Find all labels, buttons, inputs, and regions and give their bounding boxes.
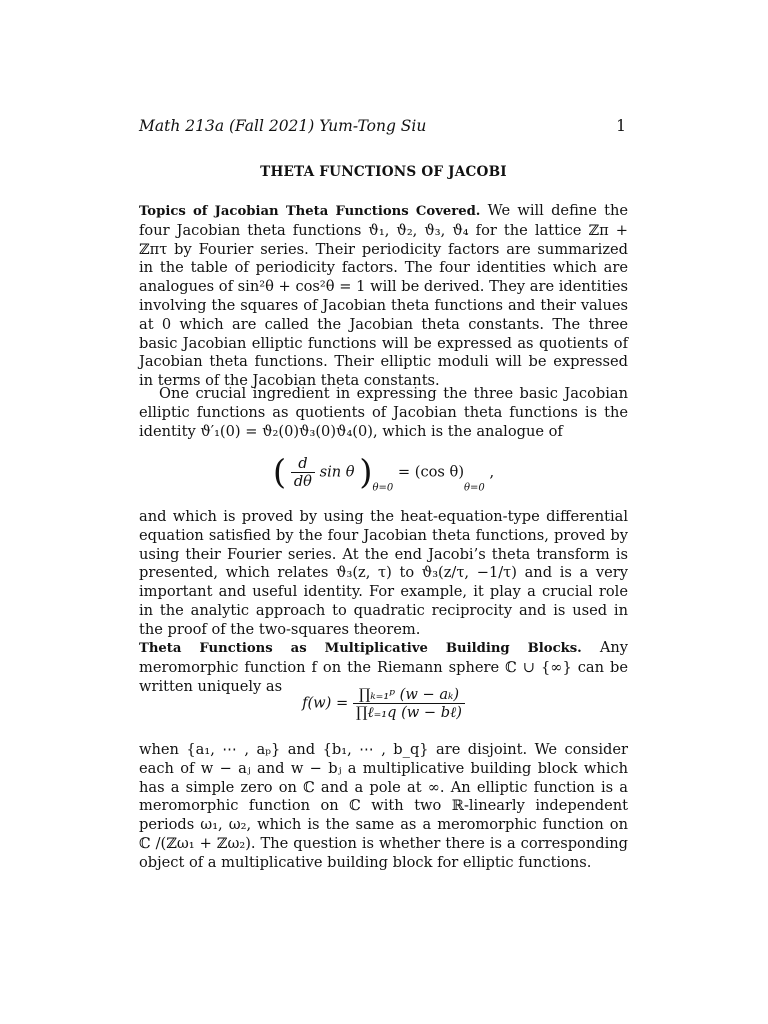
section-heading-topics: Topics of Jacobian Theta Functions Covered. <box>139 204 481 219</box>
page-number: 1 <box>616 117 626 135</box>
equation1-subscript: θ=0 <box>372 482 394 494</box>
header-course: Math 213a (Fall 2021) Yum-Tong Siu <box>139 117 427 135</box>
running-header <box>139 117 628 139</box>
equation-derivative-sin: ( $\frac{d}{d\theta}$ sin θ )$_{\theta=0} = (\cos$ $\theta)_{\theta=0}$ , <box>272 452 495 494</box>
equation-rational-function <box>139 686 628 734</box>
equation1-rhs-subscript: θ=0 <box>464 482 485 494</box>
equation2-lhs: f(w) = <box>302 694 349 712</box>
equation1-function: sin θ <box>319 463 355 481</box>
equation2-denominator: ∏ℓ₌₁q (w − bℓ) <box>355 704 462 721</box>
equation2-numerator: ∏ₖ₌₁ᵖ (w − aₖ) <box>353 686 465 704</box>
paragraph-heat-equation <box>139 508 628 640</box>
paragraph-topics <box>139 202 628 391</box>
equation1-numerator: d <box>291 455 315 473</box>
paragraph-topics-body: We will define the four Jacobian theta functions ϑ₁, ϑ₂, ϑ₃, ϑ₄ for the lattice ℤπ + ℤπτ by Fourier series. Their periodicity factors are summarized in the table of periodicity factors. The four identities which are analogues of sin²θ + cos²θ = 1 will be derived. They are identities involving the squares of Jacobian theta functions and their values at 0 which are called the Jacobian theta constants. The three basic Jacobian elliptic functions will be expressed as quotients of Jacobian theta functions. Their elliptic moduli will be expressed in terms of the Jacobian theta constants. <box>139 202 628 390</box>
equation1-denominator: dθ <box>293 473 312 490</box>
equation2-fraction <box>353 686 465 721</box>
paragraph-ingredient <box>139 385 628 441</box>
paragraph-ingredient-body: One crucial ingredient in expressing the three basic Jacobian elliptic functions as quotients of Jacobian theta functions is the identity ϑ′₁(0) = ϑ₂(0)ϑ₃(0)ϑ₄(0), which is the analogue of <box>139 385 628 440</box>
equation1-rhs: = (cos θ) <box>397 463 465 481</box>
equation1-tail: , <box>489 463 495 481</box>
paragraph-building-blocks-body: Any meromorphic function f on the Riemann sphere ℂ ∪ {∞} can be written uniquely as <box>139 639 628 695</box>
paragraph-elliptic <box>139 741 628 873</box>
paragraph-heat-equation-body: and which is proved by using the heat-equation-type differential equation satisfied by the four Jacobian theta functions, proved by using their Fourier series. At the end Jacobi’s theta transform is presented, which relates ϑ₃(z, τ) to ϑ₃(z/τ, −1/τ) and is a very important and useful identity. For example, it play a crucial role in the analytic approach to quadratic reciprocity and is used in the proof of the two-squares theorem. <box>139 508 628 638</box>
section-heading-building-blocks: Theta Functions as Multiplicative Building Blocks. <box>139 641 582 656</box>
equation1-fraction <box>291 455 315 490</box>
paragraph-elliptic-body: when {a₁, ⋯ , aₚ} and {b₁, ⋯ , b_q} are disjoint. We consider each of w − aⱼ and w − bⱼ a multiplicative building block which has a simple zero on ℂ and a pole at ∞. An elliptic function is a meromorphic function on ℂ with two ℝ-linearly independent periods ω₁, ω₂, which is the same as a meromorphic function on ℂ /(ℤω₁ + ℤω₂). The question is whether there is a corresponding object of a multiplicative building block for elliptic functions. <box>139 741 628 871</box>
document-title: THETA FUNCTIONS OF JACOBI <box>260 164 507 180</box>
